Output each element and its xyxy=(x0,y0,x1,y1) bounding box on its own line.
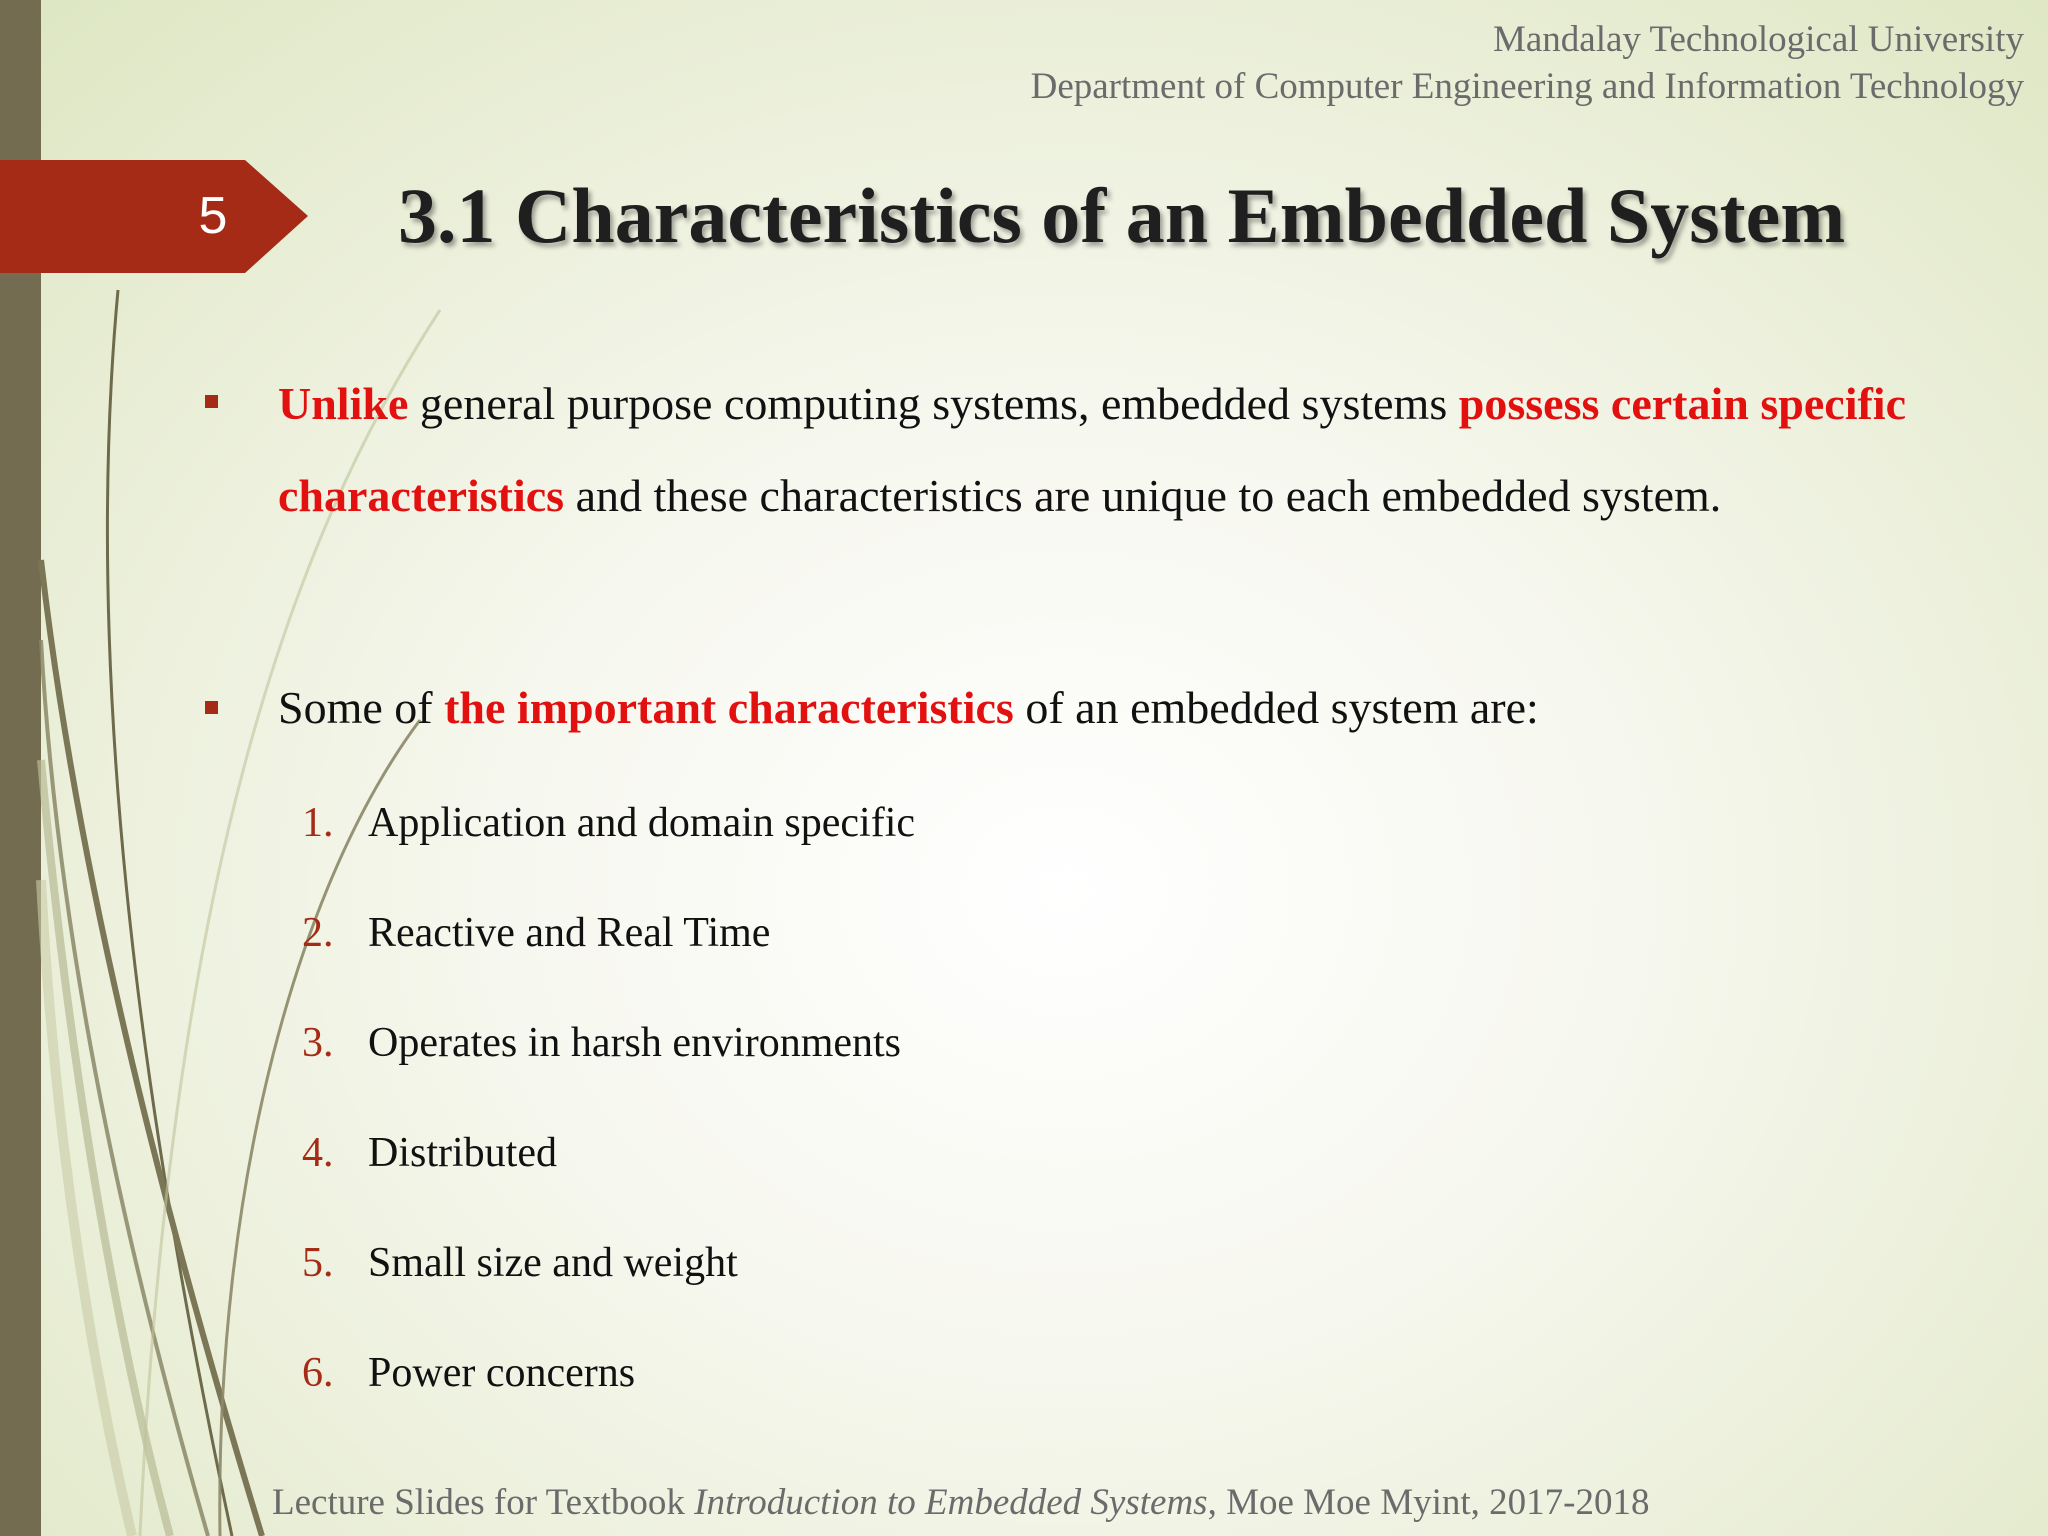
highlight-unlike: Unlike xyxy=(278,378,409,429)
list-item-number: 2. xyxy=(302,910,334,956)
list-item xyxy=(302,1127,557,1179)
list-item-number: 5. xyxy=(302,1240,334,1286)
bullet-square-icon xyxy=(205,701,218,714)
slide-title: 3.1 Characteristics of an Embedded System xyxy=(398,172,1846,259)
list-item-number: 6. xyxy=(302,1350,334,1396)
bullet-square-icon xyxy=(205,395,218,408)
footer-book-title: Introduction to Embedded Systems xyxy=(694,1482,1208,1523)
list-item-number: 4. xyxy=(302,1130,334,1176)
highlight-specific-characteristics: possess certain specific characteristics xyxy=(278,378,1907,521)
footer-suffix: , Moe Moe Myint, 2017-2018 xyxy=(1207,1482,1650,1523)
bullet-2-text-b: of an embedded system are: xyxy=(1013,682,1539,733)
list-item-text: Small size and weight xyxy=(368,1240,738,1286)
list-item xyxy=(302,1237,738,1289)
bullet-paragraph-2 xyxy=(278,662,1906,754)
slide-number: 5 xyxy=(198,187,228,245)
list-item xyxy=(302,797,915,849)
list-item xyxy=(302,1347,635,1399)
slide-header xyxy=(1031,16,2024,110)
list-item xyxy=(302,1017,901,1069)
bullet-paragraph-1 xyxy=(278,358,1906,542)
bullet-2-text-a: Some of xyxy=(278,682,445,733)
university-name: Mandalay Technological University xyxy=(1492,19,2024,60)
department-name: Department of Computer Engineering and Information Technology xyxy=(1030,66,2024,107)
list-item-text: Operates in harsh environments xyxy=(368,1020,902,1066)
list-item-text: Distributed xyxy=(368,1130,557,1176)
list-item-text: Reactive and Real Time xyxy=(368,910,771,956)
list-item-text: Application and domain specific xyxy=(368,800,916,846)
bullet-1-text-a: general purpose computing systems, embedded systems xyxy=(408,378,1459,429)
slide-number-badge xyxy=(0,160,308,273)
list-item-number: 1. xyxy=(302,800,334,846)
slide-footer xyxy=(272,1480,2012,1526)
footer-prefix: Lecture Slides for Textbook xyxy=(272,1482,695,1523)
highlight-important-characteristics: the important characteristics xyxy=(444,682,1014,733)
list-item-text: Power concerns xyxy=(368,1350,636,1396)
list-item-number: 3. xyxy=(302,1020,334,1066)
bullet-1-text-b: and these characteristics are unique to each embedded system. xyxy=(564,470,1722,521)
list-item xyxy=(302,907,770,959)
